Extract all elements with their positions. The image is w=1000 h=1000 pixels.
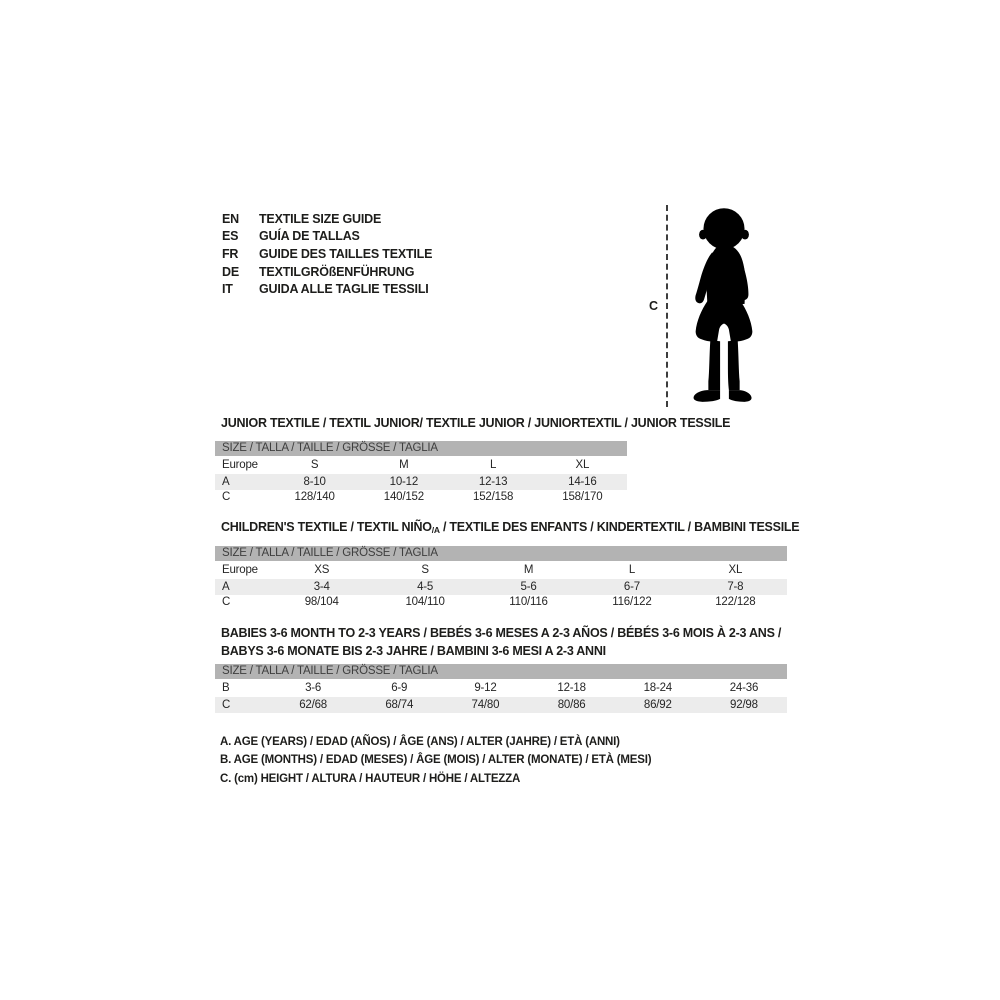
height-figure — [649, 205, 768, 407]
size-cell: 3-6 — [305, 682, 322, 694]
table-row — [215, 595, 787, 611]
size-cell: 86/92 — [643, 698, 672, 711]
row-label: A — [222, 475, 230, 488]
size-cell: XL — [575, 459, 590, 471]
legend-line-a: A. AGE (YEARS) / EDAD (AÑOS) / ÂGE (ANS) / ALTER (JAHRE) / ETÀ (ANNI) — [220, 736, 620, 748]
height-measure-label: C — [649, 299, 659, 313]
toddler-silhouette-icon — [680, 207, 768, 405]
language-code: ES — [222, 229, 239, 244]
table-header-bar: SIZE / TALLA / TAILLE / GRÖSSE / TAGLIA — [215, 441, 627, 456]
size-cell: S — [421, 564, 429, 576]
table-row — [215, 561, 787, 579]
size-cell: M — [399, 459, 409, 471]
table-header-bar: SIZE / TALLA / TAILLE / GRÖSSE / TAGLIA — [215, 664, 787, 679]
table-row — [215, 697, 787, 713]
size-cell: 4-5 — [417, 580, 434, 593]
section-title-junior: JUNIOR TEXTILE / TEXTIL JUNIOR/ TEXTILE JUNIOR / JUNIORTEXTIL / JUNIOR TESSILE — [221, 416, 731, 430]
size-cell: 140/152 — [383, 491, 424, 504]
row-label: C — [222, 491, 231, 504]
list-item — [222, 210, 432, 228]
guide-title: GUIDA ALLE TAGLIE TESSILI — [259, 282, 429, 297]
legend-line-b: B. AGE (MONTHS) / EDAD (MESES) / ÂGE (MOIS) / ALTER (MONATE) / ETÀ (MESI) — [220, 754, 652, 767]
size-cell: 12-13 — [478, 475, 508, 488]
size-cell: M — [523, 564, 534, 576]
table-row — [215, 474, 627, 490]
row-label: A — [222, 580, 230, 593]
size-cell: 74/80 — [471, 698, 500, 711]
size-cell: 3-4 — [313, 580, 330, 593]
table-row — [215, 490, 627, 506]
table-row — [215, 679, 787, 697]
section-title-part: CHILDREN'S TEXTILE / TEXTIL NIÑO — [221, 520, 432, 534]
language-code: EN — [222, 211, 239, 226]
size-cell: 6-9 — [391, 682, 408, 694]
size-cell: 24-36 — [729, 682, 759, 694]
guide-title: TEXTILE SIZE GUIDE — [259, 211, 382, 226]
size-cell: 122/128 — [715, 596, 756, 609]
size-cell: XS — [314, 564, 330, 576]
size-cell: 10-12 — [389, 475, 419, 488]
language-code: DE — [222, 264, 239, 279]
size-cell: 68/74 — [385, 698, 414, 711]
table-row — [215, 579, 787, 595]
row-label: Europe — [222, 564, 258, 576]
size-cell: 62/68 — [299, 698, 327, 711]
size-table-babies — [215, 664, 787, 713]
table-row — [215, 456, 627, 474]
guide-title: TEXTILGRÖßENFÜHRUNG — [259, 264, 415, 279]
row-label: B — [222, 682, 230, 694]
size-cell: 8-10 — [303, 475, 326, 488]
size-cell: XL — [728, 564, 743, 576]
section-title-babies — [221, 625, 781, 660]
size-cell: 14-16 — [568, 475, 597, 488]
size-cell: 12-18 — [557, 682, 586, 694]
size-cell: 80/86 — [557, 698, 586, 711]
language-code: FR — [222, 246, 239, 261]
section-title-line: BABYS 3-6 MONATE BIS 2-3 JAHRE / BAMBINI 3-6 MESI A 2-3 ANNI — [221, 643, 606, 658]
table-header-bar: SIZE / TALLA / TAILLE / GRÖSSE / TAGLIA — [215, 546, 787, 561]
size-cell: 152/158 — [473, 491, 514, 504]
row-label: C — [222, 698, 231, 711]
size-cell: 116/122 — [612, 596, 652, 609]
section-title-children — [221, 520, 799, 535]
size-cell: 110/116 — [509, 596, 548, 609]
section-title-subscript: /A — [431, 525, 440, 535]
size-cell: 92/98 — [730, 698, 758, 711]
size-cell: 104/110 — [405, 596, 445, 609]
section-title-part: / TEXTILE DES ENFANTS / KINDERTEXTIL / BAMBINI TESSILE — [439, 520, 800, 534]
legend-line-c: C. (cm) HEIGHT / ALTURA / HAUTEUR / HÖHE / ALTEZZA — [220, 772, 521, 785]
size-cell: 9-12 — [474, 682, 497, 694]
size-cell: 5-6 — [520, 580, 537, 593]
language-title-list — [222, 210, 432, 298]
guide-title: GUIDE DES TAILLES TEXTILE — [259, 246, 433, 261]
legend — [220, 733, 651, 788]
section-title-line: BABIES 3-6 MONTH TO 2-3 YEARS / BEBÉS 3-6 MESES A 2-3 AÑOS / BÉBÉS 3-6 MOIS À 2-3 ANS / — [221, 626, 782, 640]
size-cell: 98/104 — [304, 596, 339, 609]
list-item — [222, 245, 432, 263]
size-table-junior — [215, 441, 627, 505]
size-cell: 158/170 — [562, 491, 603, 504]
size-cell: 6-7 — [623, 580, 640, 593]
language-code: IT — [222, 282, 233, 297]
size-cell: 128/140 — [294, 491, 335, 504]
row-label: Europe — [222, 459, 258, 471]
size-table-children — [215, 546, 787, 610]
size-cell: 18-24 — [643, 682, 672, 694]
list-item — [222, 228, 432, 246]
height-measure-line — [666, 205, 668, 407]
size-cell: L — [628, 564, 636, 576]
list-item — [222, 263, 432, 281]
size-cell: 7-8 — [727, 580, 744, 593]
row-label: C — [222, 596, 231, 609]
list-item — [222, 280, 432, 298]
size-cell: L — [490, 459, 497, 471]
guide-title: GUÍA DE TALLAS — [259, 229, 360, 244]
size-cell: S — [310, 459, 319, 471]
